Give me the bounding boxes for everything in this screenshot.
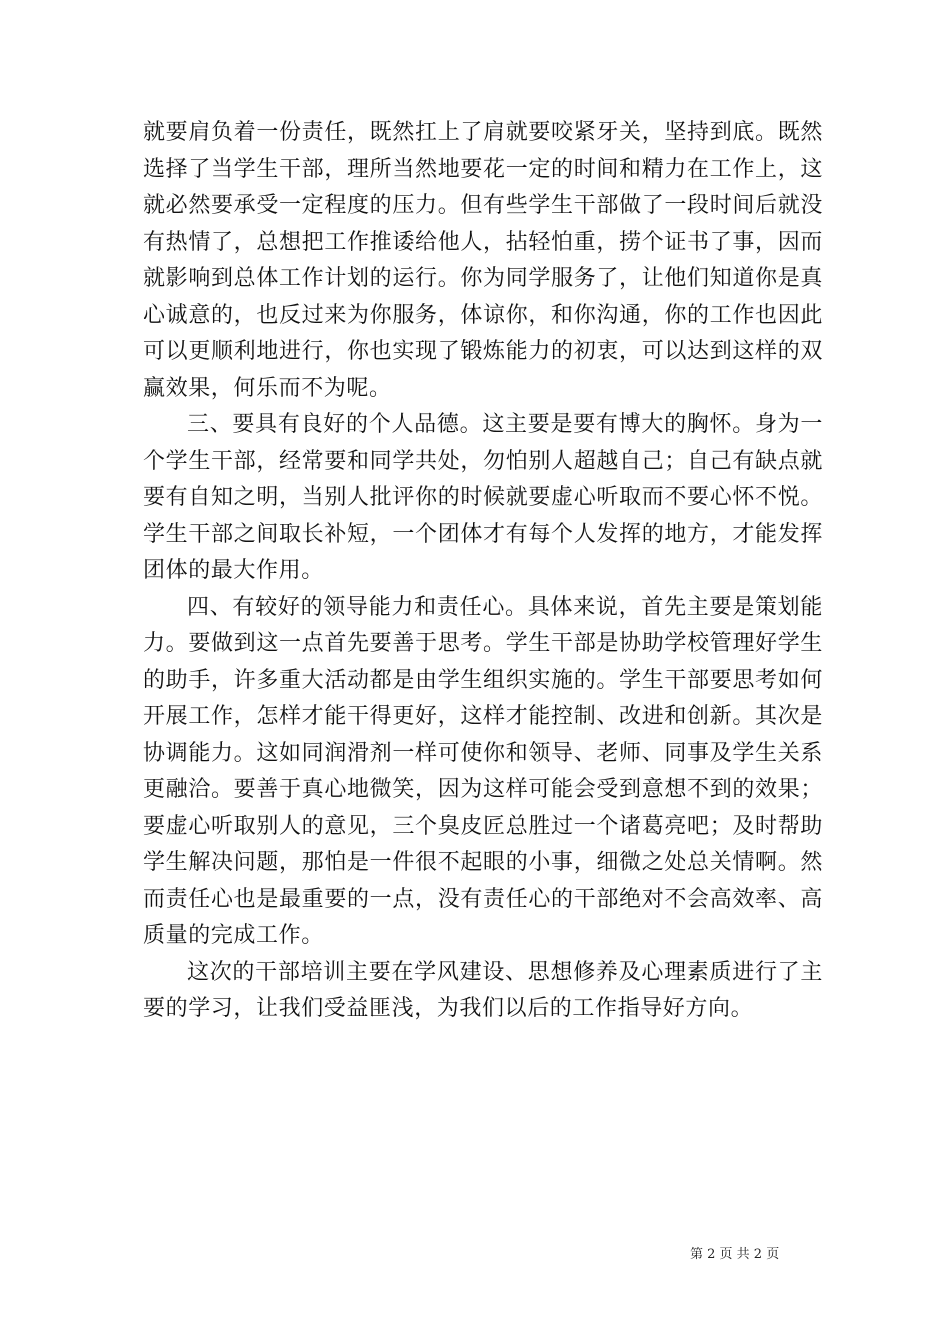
paragraph-training-summary: 这次的干部培训主要在学风建设、思想修养及心理素质进行了主要的学习，让我们受益匪浅，为我们以后的工作指导好方向。 [143, 959, 823, 1021]
paragraph-personal-character: 三、要具有良好的个人品德。这主要是要有博大的胸怀。身为一个学生干部，经常要和同学共处，勿怕别人超越自己；自己有缺点就要有自知之明，当别人批评你的时候就要虚心听取而不要心怀不悦。学生干部之间取长补短，一个团体才有每个人发挥的地方，才能发挥团体的最大作用。 [143, 412, 823, 583]
document-body [143, 115, 823, 1028]
paragraph-leadership-responsibility: 四、有较好的领导能力和责任心。具体来说，首先主要是策划能力。要做到这一点首先要善于思考。学生干部是协助学校管理好学生的助手，许多重大活动都是由学生组织实施的。学生干部要思考如何开展工作，怎样才能干得更好，这样才能控制、改进和创新。其次是协调能力。这如同润滑剂一样可使你和领导、老师、同事及学生关系更融洽。要善于真心地微笑，因为这样可能会受到意想不到的效果；要虚心听取别人的意见，三个臭皮匠总胜过一个诸葛亮吧；及时帮助学生解决问题，那怕是一件很不起眼的小事，细微之处总关情啊。然而责任心也是最重要的一点，没有责任心的干部绝对不会高效率、高质量的完成工作。 [143, 594, 823, 948]
page-number-footer: 第 2 页 共 2 页 [690, 1247, 780, 1262]
paragraph-continuation: 就要肩负着一份责任，既然扛上了肩就要咬紧牙关，坚持到底。既然选择了当学生干部，理所当然地要花一定的时间和精力在工作上，这就必然要承受一定程度的压力。但有些学生干部做了一段时间后就没有热情了，总想把工作推诿给他人，拈轻怕重，捞个证书了事，因而就影响到总体工作计划的运行。你为同学服务了，让他们知道你是真心诚意的，也反过来为你服务，体谅你，和你沟通，你的工作也因此可以更顺利地进行，你也实现了锻炼能力的初衷，可以达到这样的双赢效果，何乐而不为呢。 [143, 120, 823, 401]
